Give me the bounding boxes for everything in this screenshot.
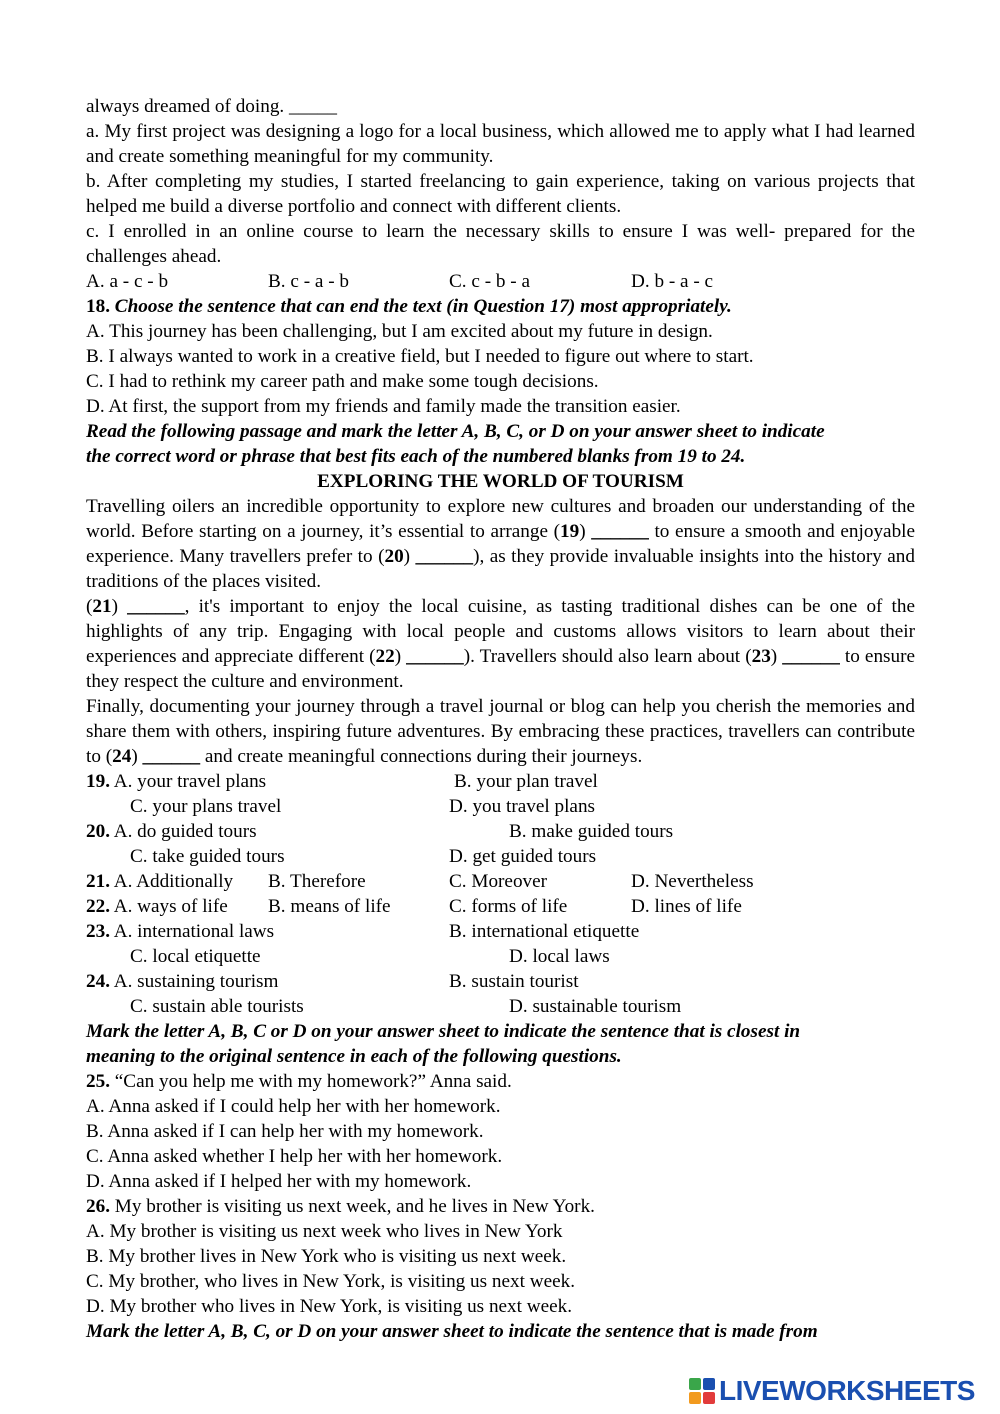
q23-option-a[interactable]: A. international laws: [113, 921, 275, 942]
q18-option-b[interactable]: B. I always wanted to work in a creative field, but I needed to figure out where to start.: [86, 346, 754, 367]
q26-stem: [86, 1194, 915, 1219]
q19-number: 19.: [86, 771, 110, 792]
q23-option-c[interactable]: C. local etiquette: [130, 946, 261, 967]
liveworksheets-logo-text: LIVEWORKSHEETS: [719, 1375, 975, 1406]
q18-prompt-text: Choose the sentence that can end the text (in Question 17) most appropriately.: [114, 296, 732, 317]
q21-number: 21.: [86, 871, 110, 892]
q24-row-2: [86, 994, 915, 1019]
section2-instruction-line2: meaning to the original sentence in each of the following questions.: [86, 1046, 622, 1067]
passage-paragraph-1: [86, 494, 915, 594]
passage-title: EXPLORING THE WORLD OF TOURISM: [317, 471, 684, 492]
blank-number-24: 24: [112, 746, 132, 767]
passage-text: , it's important to enjoy the local cuisine, as tasting traditional dishes can be one of the highlights of any trip. Engaging with local people and customs allows visitors to learn about their experiences and appreciate different (: [86, 596, 915, 667]
passage-text: ): [394, 646, 407, 667]
q20-row-2: [86, 844, 915, 869]
q23-row-1: [86, 919, 915, 944]
q20-option-a[interactable]: A. do guided tours: [113, 821, 257, 842]
q18-option-a[interactable]: A. This journey has been challenging, but I am excited about my future in design.: [86, 321, 713, 342]
q22-option-c[interactable]: C. forms of life: [449, 896, 568, 917]
q22-option-a[interactable]: A. ways of life: [113, 896, 228, 917]
q17-sentence-c: c. I enrolled in an online course to learn the necessary skills to ensure I was well- prepared for the challenges ahead.: [86, 221, 915, 267]
q24-option-b[interactable]: B. sustain tourist: [449, 971, 579, 992]
q19-option-a[interactable]: A. your travel plans: [113, 771, 267, 792]
q21-option-a[interactable]: A. Additionally: [113, 871, 234, 892]
q26-option-d[interactable]: D. My brother who lives in New York, is visiting us next week.: [86, 1296, 573, 1317]
blank-22[interactable]: ______: [406, 646, 464, 667]
q26-option-a[interactable]: A. My brother is visiting us next week who lives in New York: [86, 1221, 563, 1242]
q17-sentence-b: b. After completing my studies, I started freelancing to gain experience, taking on various projects that helped me build a diverse portfolio and connect with different clients.: [86, 171, 915, 217]
q23-option-d[interactable]: D. local laws: [509, 946, 610, 967]
worksheet-page: [86, 94, 915, 1344]
q25-number: 25.: [86, 1071, 110, 1092]
passage-text: to ensure a smooth and enjoyable experience. Many travellers prefer to (: [86, 521, 916, 567]
q26-option-c[interactable]: C. My brother, who lives in New York, is visiting us next week.: [86, 1271, 576, 1292]
passage-paragraph-2: [86, 594, 915, 694]
section3-instruction-line1: Mark the letter A, B, C, or D on your answer sheet to indicate the sentence that is made from: [86, 1321, 818, 1342]
liveworksheets-watermark: [689, 1374, 975, 1408]
passage-text: and create meaningful connections during their journeys.: [200, 746, 643, 767]
q19-option-d[interactable]: D. you travel plans: [449, 796, 596, 817]
q19-row-2: [86, 794, 915, 819]
blank-number-20: 20: [384, 546, 404, 567]
blank-20[interactable]: ______: [415, 546, 474, 567]
q25-stem-text: “Can you help me with my homework?” Anna said.: [109, 1071, 512, 1092]
q23-option-b[interactable]: B. international etiquette: [449, 921, 640, 942]
q21-option-b[interactable]: B. Therefore: [268, 871, 366, 892]
q19-option-b[interactable]: B. your plan travel: [454, 771, 598, 792]
section1-instruction-line1: Read the following passage and mark the letter A, B, C, or D on your answer sheet to indicate: [86, 421, 825, 442]
q22-number: 22.: [86, 896, 110, 917]
blank-24[interactable]: ______: [142, 746, 201, 767]
blank-number-23: 23: [751, 646, 771, 667]
passage-text: ): [770, 646, 783, 667]
q22-option-b[interactable]: B. means of life: [268, 896, 391, 917]
q19-option-c[interactable]: C. your plans travel: [130, 796, 282, 817]
passage-text: to ensure they respect the culture and environment.: [86, 646, 916, 692]
q24-number: 24.: [86, 971, 110, 992]
q22-row: [86, 894, 915, 919]
q18-option-d[interactable]: D. At first, the support from my friends and family made the transition easier.: [86, 396, 681, 417]
q24-option-c[interactable]: C. sustain able tourists: [130, 996, 304, 1017]
q25-option-c[interactable]: C. Anna asked whether I help her with her homework.: [86, 1146, 503, 1167]
passage-text: ), as they provide invaluable insights into the history and traditions of the places visited.: [86, 546, 915, 592]
q20-option-d[interactable]: D. get guided tours: [449, 846, 597, 867]
q17-option-d[interactable]: D. b - a - c: [631, 271, 714, 292]
blank-number-22: 22: [375, 646, 395, 667]
passage-text: ): [403, 546, 416, 567]
q17-option-b[interactable]: B. c - a - b: [268, 271, 349, 292]
q20-option-b[interactable]: B. make guided tours: [509, 821, 674, 842]
q18-prompt: [86, 294, 915, 319]
q25-option-b[interactable]: B. Anna asked if I can help her with my homework.: [86, 1121, 484, 1142]
q19-row-1: [86, 769, 915, 794]
blank-21[interactable]: ______: [127, 596, 185, 617]
q25-option-d[interactable]: D. Anna asked if I helped her with my homework.: [86, 1171, 472, 1192]
q24-option-d[interactable]: D. sustainable tourism: [509, 996, 682, 1017]
q17-intro-tail: always dreamed of doing. _____: [86, 96, 337, 117]
passage-text: ): [131, 746, 143, 767]
passage-paragraph-3: [86, 694, 915, 769]
q21-row: [86, 869, 915, 894]
q21-option-c[interactable]: C. Moreover: [449, 871, 548, 892]
q17-option-a[interactable]: A. a - c - b: [86, 271, 169, 292]
q23-row-2: [86, 944, 915, 969]
q25-stem: [86, 1069, 915, 1094]
blank-number-21: 21: [92, 596, 112, 617]
q24-row-1: [86, 969, 915, 994]
q26-number: 26.: [86, 1196, 110, 1217]
passage-text: ). Travellers should also learn about (: [463, 646, 752, 667]
q26-stem-text: My brother is visiting us next week, and he lives in New York.: [109, 1196, 595, 1217]
blank-19[interactable]: ______: [591, 521, 649, 542]
section2-instruction-line1: Mark the letter A, B, C or D on your answer sheet to indicate the sentence that is closest in: [86, 1021, 801, 1042]
liveworksheets-logo-icon: [689, 1378, 715, 1404]
q17-option-c[interactable]: C. c - b - a: [449, 271, 530, 292]
q17-sentence-a: a. My first project was designing a logo for a local business, which allowed me to apply what I had learned and create something meaningful for my community.: [86, 121, 915, 167]
passage-text: ): [579, 521, 592, 542]
q18-option-c[interactable]: C. I had to rethink my career path and make some tough decisions.: [86, 371, 599, 392]
passage-text: Finally, documenting your journey through a travel journal or blog can help you cherish the memories and share them with others, inspiring future adventures. By embracing these practices, travellers can contribute to (: [86, 696, 915, 767]
q20-option-c[interactable]: C. take guided tours: [130, 846, 285, 867]
q20-row-1: [86, 819, 915, 844]
passage-text: (: [86, 596, 93, 617]
q18-number: 18.: [86, 296, 110, 317]
q20-number: 20.: [86, 821, 110, 842]
section1-instruction-line2: the correct word or phrase that best fits each of the numbered blanks from 19 to 24.: [86, 446, 746, 467]
q22-option-d[interactable]: D. lines of life: [631, 896, 742, 917]
q21-option-d[interactable]: D. Nevertheless: [631, 871, 754, 892]
q23-number: 23.: [86, 921, 110, 942]
passage-text: Travelling oilers an incredible opportunity to explore new cultures and broaden our understanding of the world. Before starting on a journey, it’s essential to arrange (: [86, 496, 915, 542]
q25-option-a[interactable]: A. Anna asked if I could help her with her homework.: [86, 1096, 501, 1117]
q24-option-a[interactable]: A. sustaining tourism: [113, 971, 279, 992]
blank-23[interactable]: ______: [782, 646, 840, 667]
q26-option-b[interactable]: B. My brother lives in New York who is visiting us next week.: [86, 1246, 567, 1267]
passage-text: ): [111, 596, 128, 617]
blank-number-19: 19: [560, 521, 580, 542]
q17-options: [86, 269, 915, 294]
